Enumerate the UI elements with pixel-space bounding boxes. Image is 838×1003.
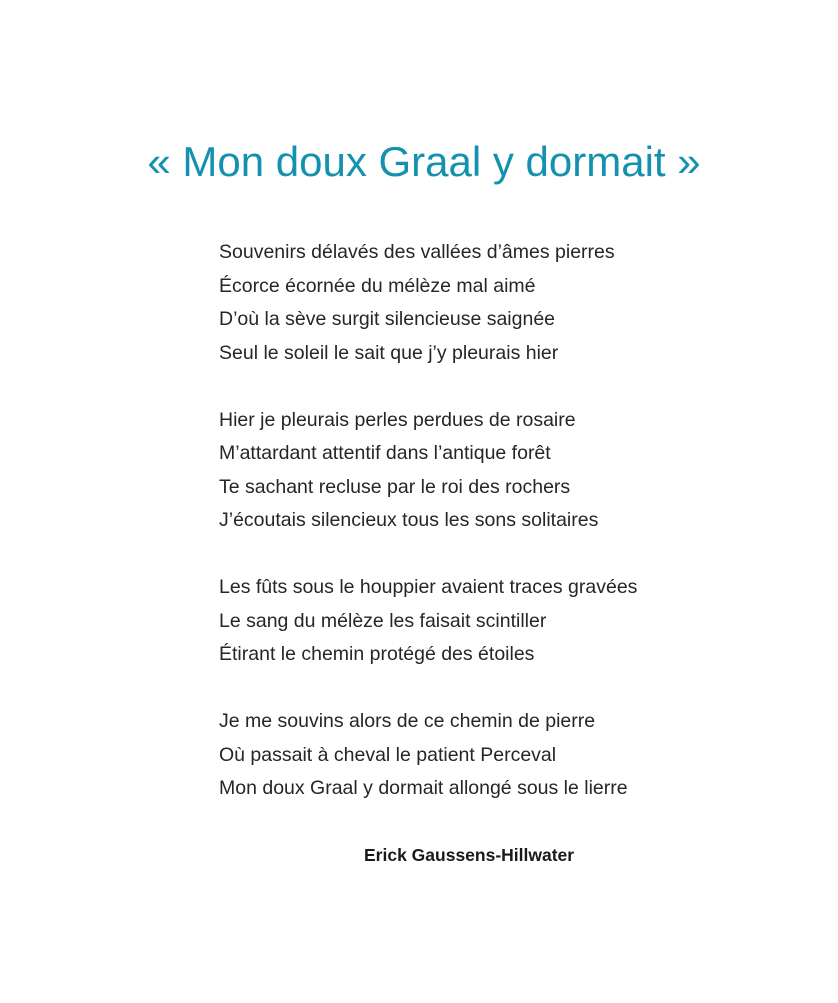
poem-title: « Mon doux Graal y dormait »: [147, 138, 701, 185]
poem-line: Te sachant recluse par le roi des rochers: [219, 475, 571, 498]
stanza-2: [219, 404, 779, 538]
poem-line: Le sang du mélèze les faisait scintiller: [219, 609, 547, 632]
poem-line: Seul le soleil le sait que j’y pleurais hier: [219, 341, 559, 364]
poem-line: Mon doux Graal y dormait allongé sous le lierre: [219, 777, 628, 799]
stanza-4: [219, 705, 779, 806]
poem-line: M’attardant attentif dans l’antique forêt: [219, 442, 551, 464]
poem-line: Écorce écornée du mélèze mal aimé: [219, 274, 536, 297]
poem-line: Hier je pleurais perles perdues de rosaire: [219, 408, 576, 431]
poem-line: Souvenirs délavés des vallées d’âmes pierres: [219, 241, 615, 263]
poem-line: J’écoutais silencieux tous les sons solitaires: [219, 509, 599, 531]
poem-line: Les fûts sous le houppier avaient traces gravées: [219, 576, 638, 598]
poem-line: D’où la sève surgit silencieuse saignée: [219, 308, 556, 330]
stanza-3: [219, 571, 779, 672]
poem-body: [219, 236, 779, 839]
poem-line: Je me souvins alors de ce chemin de pierre: [219, 710, 596, 732]
poem-line: Où passait à cheval le patient Perceval: [219, 743, 557, 766]
poem-author: Erick Gaussens-Hillwater: [364, 845, 575, 865]
stanza-1: [219, 236, 779, 370]
poem-line: Étirant le chemin protégé des étoiles: [219, 643, 535, 665]
